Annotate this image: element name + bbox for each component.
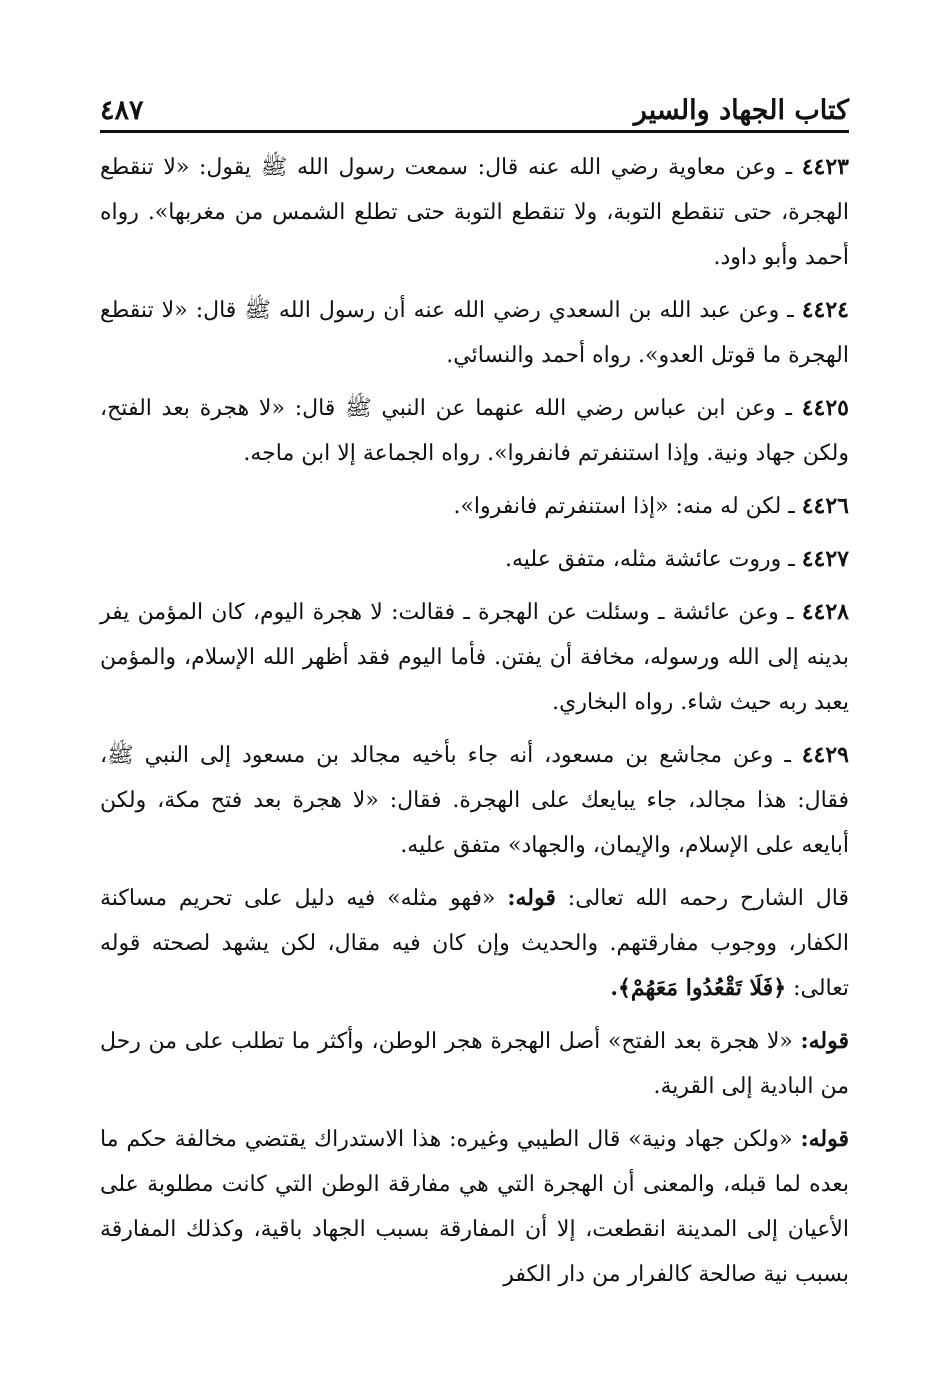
running-title: كتاب الجهاد والسير <box>633 95 849 126</box>
hadith-4425: ٤٤٢٥ ـ وعن ابن عباس رضي الله عنهما عن النبي ﷺ قال: «لا هجرة بعد الفتح، ولكن جهاد ونية. وإذا استنفرتم فانفروا». رواه الجماعة إلا ابن ماجه. <box>100 395 849 466</box>
hadith-4428: ٤٤٢٨ ـ وعن عائشة ـ وسئلت عن الهجرة ـ فقالت: لا هجرة اليوم، كان المؤمن يفر بدينه إلى الله ورسوله، مخافة أن يفتن. فأما اليوم فقد أظهر الله الإسلام، والمؤمن يعبد ربه حيث شاء. رواه البخاري. <box>100 599 849 715</box>
hadith-text: وعن ابن عباس رضي الله عنهما عن النبي ﷺ قال: «لا هجرة بعد الفتح، ولكن جهاد ونية. وإذا استنفرتم فانفروا». رواه الجماعة إلا ابن ماجه. <box>100 396 849 466</box>
page-content <box>100 145 849 1297</box>
hadith-text: وعن عبد الله بن السعدي رضي الله عنه أن رسول الله ﷺ قال: «لا تنقطع الهجرة ما قوتل العدو». رواه أحمد والنسائي. <box>100 298 849 368</box>
hadith-4424: ٤٤٢٤ ـ وعن عبد الله بن السعدي رضي الله عنه أن رسول الله ﷺ قال: «لا تنقطع الهجرة ما قوتل العدو». رواه أحمد والنسائي. <box>100 297 849 368</box>
hadith-number: ٤٤٢٩ <box>801 742 849 768</box>
page-header <box>100 86 849 133</box>
commentary-keyword: قوله: <box>507 885 556 911</box>
hadith-4426: ٤٤٢٦ ـ لكن له منه: «إذا استنفرتم فانفروا». <box>453 493 849 519</box>
hadith-number: ٤٤٢٨ <box>801 599 849 625</box>
hadith-4423: ٤٤٢٣ ـ وعن معاوية رضي الله عنه قال: سمعت رسول الله ﷺ يقول: «لا تنقطع الهجرة، حتى تنقطع التوبة، ولا تنقطع التوبة حتى تطلع الشمس من مغربها». رواه أحمد وأبو داود. <box>100 154 849 270</box>
hadith-4429: ٤٤٢٩ ـ وعن مجاشع بن مسعود، أنه جاء بأخيه مجالد بن مسعود إلى النبي ﷺ، فقال: هذا مجالد، جاء يبايعك على الهجرة. فقال: «لا هجرة بعد فتح مكة، ولكن أبايعه على الإسلام، والإيمان، والجهاد» متفق عليه. <box>100 742 849 858</box>
hadith-text: لكن له منه: «إذا استنفرتم فانفروا». <box>453 494 782 519</box>
hadith-number: ٤٤٢٤ <box>801 297 849 323</box>
hadith-text: وروت عائشة مثله، متفق عليه. <box>505 547 782 572</box>
hadith-text: وعن معاوية رضي الله عنه قال: سمعت رسول الله ﷺ يقول: «لا تنقطع الهجرة، حتى تنقطع التوبة، ولا تنقطع التوبة حتى تطلع الشمس من مغربها». رواه أحمد وأبو داود. <box>100 155 849 270</box>
commentary-keyword: قوله: <box>800 1126 849 1152</box>
commentary-text: «ولكن جهاد ونية» قال الطيبي وغيره: هذا الاستدراك يقتضي مخالفة حكم ما بعده لما قبله، والمعنى أن الهجرة التي هي مفارقة الوطن التي كانت مطلوبة على الأعيان إلى المدينة انقطعت، إلا أن المفارقة بسبب الجهاد باقية، وكذلك المفارقة بسبب نية صالحة كالفرار من دار الكفر <box>100 1127 849 1287</box>
hadith-number: ٤٤٢٦ <box>801 493 849 519</box>
commentary-text: «فهو مثله» فيه دليل على تحريم مساكنة الكفار، ووجوب مفارقتهم. والحديث وإن كان فيه مقال، لكن يشهد لصحته قوله تعالى: <box>100 886 849 1001</box>
commentary-paragraph-1 <box>100 876 849 1011</box>
hadith-text: وعن عائشة ـ وسئلت عن الهجرة ـ فقالت: لا هجرة اليوم، كان المؤمن يفر بدينه إلى الله ورسوله، مخافة أن يفتن. فأما اليوم فقد أظهر الله الإسلام، والمؤمن يعبد ربه حيث شاء. رواه البخاري. <box>100 600 849 715</box>
commentary-paragraph-2 <box>100 1019 849 1109</box>
page-number: ٤٨٧ <box>100 95 144 126</box>
hadith-4427: ٤٤٢٧ ـ وروت عائشة مثله، متفق عليه. <box>505 546 849 572</box>
hadith-number: ٤٤٢٥ <box>801 395 849 421</box>
commentary-keyword: قوله: <box>800 1028 849 1054</box>
hadith-number: ٤٤٢٧ <box>801 546 849 572</box>
commentary-intro: قال الشارح رحمه الله تعالى: <box>567 886 850 911</box>
commentary-text: «لا هجرة بعد الفتح» أصل الهجرة هجر الوطن، وأكثر ما تطلب على من رحل من البادية إلى القرية. <box>100 1029 849 1099</box>
hadith-number: ٤٤٢٣ <box>801 154 849 180</box>
hadith-text: وعن مجاشع بن مسعود، أنه جاء بأخيه مجالد بن مسعود إلى النبي ﷺ، فقال: هذا مجالد، جاء يبايعك على الهجرة. فقال: «لا هجرة بعد فتح مكة، ولكن أبايعه على الإسلام، والإيمان، والجهاد» متفق عليه. <box>100 743 849 858</box>
commentary-paragraph-3 <box>100 1117 849 1297</box>
quran-verse: ﴿فَلَا تَقْعُدُوا مَعَهُمْ﴾. <box>610 975 787 1001</box>
